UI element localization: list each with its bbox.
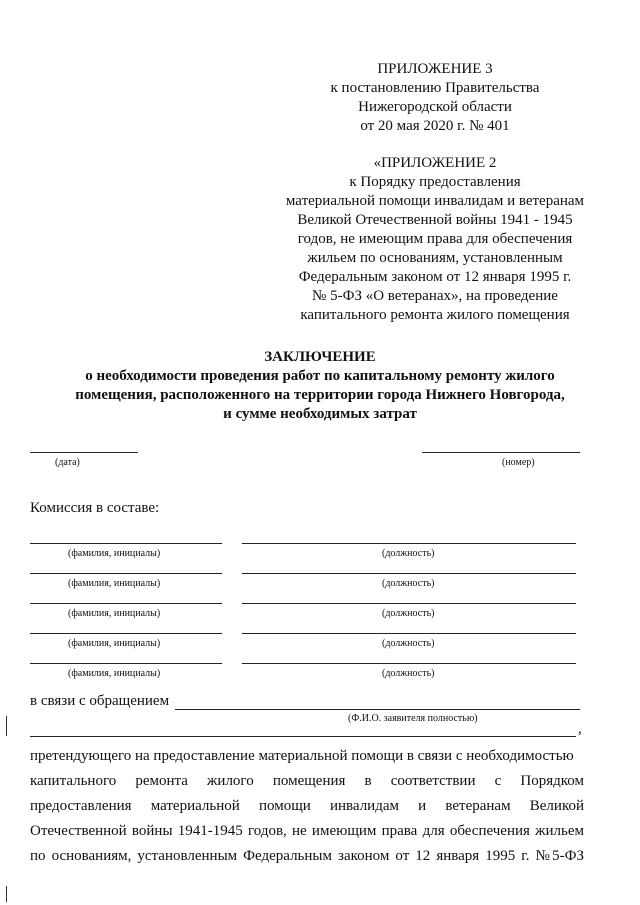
document-title xyxy=(40,348,600,424)
title-line: помещения, расположенного на территории города Нижнего Новгорода, xyxy=(75,387,565,403)
annex2-block xyxy=(270,154,600,325)
number-caption: (номер) xyxy=(502,457,535,468)
member-name-caption: (фамилия, инициалы) xyxy=(68,668,161,679)
applicant-caption: (Ф.И.О. заявителя полностью) xyxy=(348,713,478,724)
applicant-name-field[interactable] xyxy=(175,709,580,710)
date-caption: (дата) xyxy=(55,457,80,468)
member-position-field[interactable] xyxy=(242,573,576,574)
annex2-line: жильем по основаниям, установленным xyxy=(307,250,563,266)
header-line: ПРИЛОЖЕНИЕ 3 xyxy=(377,61,493,77)
member-position-caption: (должность) xyxy=(382,578,435,589)
header-line: от 20 мая 2020 г. № 401 xyxy=(360,118,510,134)
member-position-caption: (должность) xyxy=(382,548,435,559)
annex2-line: капитального ремонта жилого помещения xyxy=(300,307,570,323)
paragraph-line: капитального ремонта жилого помещения в соответствии с Порядком xyxy=(30,773,584,789)
applicant-name-continuation-field[interactable] xyxy=(30,736,576,737)
member-position-field[interactable] xyxy=(242,663,576,664)
annex2-line: материальной помощи инвалидам и ветеранам xyxy=(285,193,585,209)
member-name-field[interactable] xyxy=(30,573,222,574)
paragraph-line: Отечественной войны 1941-1945 годов, не имеющим права для обеспечения жильем xyxy=(30,823,584,839)
header-line: Нижегородской области xyxy=(358,99,512,115)
member-position-field[interactable] xyxy=(242,603,576,604)
paragraph-line: претендующего на предоставление материальной помощи в связи с необходимостью xyxy=(30,748,574,764)
member-position-field[interactable] xyxy=(242,543,576,544)
paragraph-line: предоставления материальной помощи инвалидам и ветеранам Великой xyxy=(30,798,584,814)
annex2-line: «ПРИЛОЖЕНИЕ 2 xyxy=(373,155,497,171)
annex2-line: годов, не имеющим права для обеспечения xyxy=(297,231,573,247)
annex2-line: Великой Отечественной войны 1941 - 1945 xyxy=(297,212,573,228)
member-name-caption: (фамилия, инициалы) xyxy=(68,578,161,589)
header-block xyxy=(270,60,600,325)
member-name-caption: (фамилия, инициалы) xyxy=(68,548,161,559)
member-name-field[interactable] xyxy=(30,543,222,544)
paragraph-line: по основаниям, установленным Федеральным законом от 12 января 1995 г. №5-ФЗ xyxy=(30,848,584,864)
date-field[interactable] xyxy=(30,452,138,453)
header-line: к постановлению Правительства xyxy=(330,80,540,96)
member-name-caption: (фамилия, инициалы) xyxy=(68,638,161,649)
annex2-line: Федеральным законом от 12 января 1995 г. xyxy=(298,269,572,285)
body-paragraph xyxy=(30,744,584,869)
title-line: и сумме необходимых затрат xyxy=(223,406,417,422)
member-position-caption: (должность) xyxy=(382,608,435,619)
number-field[interactable] xyxy=(422,452,580,453)
annex2-line: к Порядку предоставления xyxy=(349,174,521,190)
scan-margin-mark xyxy=(6,716,7,736)
title-line: о необходимости проведения работ по капитальному ремонту жилого xyxy=(85,368,555,384)
member-position-field[interactable] xyxy=(242,633,576,634)
member-position-caption: (должность) xyxy=(382,638,435,649)
member-position-caption: (должность) xyxy=(382,668,435,679)
member-name-field[interactable] xyxy=(30,663,222,664)
title-heading: ЗАКЛЮЧЕНИЕ xyxy=(264,349,376,365)
annex2-line: № 5-ФЗ «О ветеранах», на проведение xyxy=(312,288,558,304)
member-name-field[interactable] xyxy=(30,603,222,604)
commission-label: Комиссия в составе: xyxy=(30,500,160,516)
comma-mark: , xyxy=(578,721,582,737)
member-name-field[interactable] xyxy=(30,633,222,634)
request-label: в связи с обращением xyxy=(30,693,170,709)
member-name-caption: (фамилия, инициалы) xyxy=(68,608,161,619)
scan-margin-mark xyxy=(6,886,7,902)
